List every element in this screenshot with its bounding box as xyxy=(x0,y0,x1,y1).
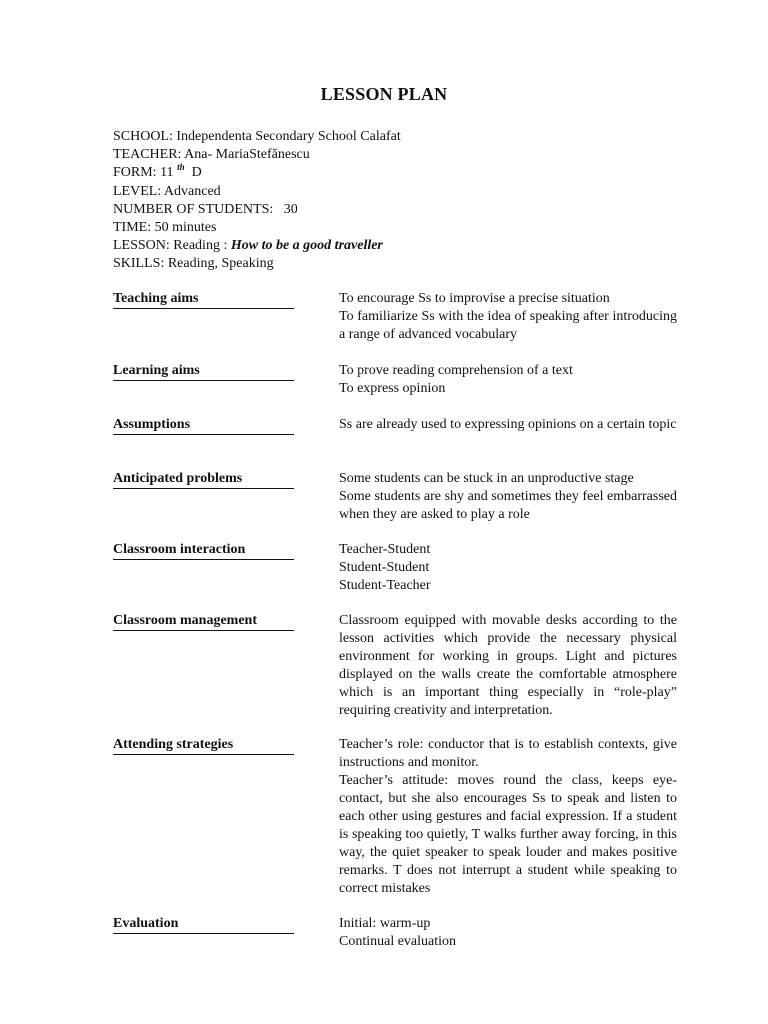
section-content xyxy=(339,612,677,720)
section-content xyxy=(339,416,677,434)
level-line: LEVEL: Advanced xyxy=(113,183,221,199)
section-line: Teacher-Student xyxy=(339,542,431,557)
teacher-line: TEACHER: Ana- MariaStefănescu xyxy=(113,147,310,163)
section-line: Ss are already used to expressing opinions on a certain topic xyxy=(339,417,677,432)
section-line: Some students are shy and sometimes they feel embarrassed when they are asked to play a role xyxy=(339,489,677,522)
students-line: NUMBER OF STUDENTS: 30 xyxy=(113,201,298,217)
form-suffix: D xyxy=(184,165,202,181)
section-line: Teacher’s role: conductor that is to establish contexts, give instructions and monitor. xyxy=(339,737,677,770)
section-line: Student-Student xyxy=(339,560,430,575)
section-line: To prove reading comprehension of a text xyxy=(339,363,573,378)
skills-line: SKILLS: Reading, Speaking xyxy=(113,256,274,272)
section-label: Assumptions xyxy=(113,416,294,435)
section-line: Student-Teacher xyxy=(339,578,431,593)
form-ordinal: th xyxy=(177,162,185,173)
lesson-line xyxy=(113,237,673,255)
section-content xyxy=(339,362,677,398)
section-label: Evaluation xyxy=(113,915,294,934)
section-line: Continual evaluation xyxy=(339,934,457,949)
section-line: Classroom equipped with movable desks according to the lesson activities which provide the necessary physical environment for working in groups. Light and pictures displayed on the walls create the comfortable atmosphere which is an important thing especially in “role-play” requiring creativity and interpretation. xyxy=(339,613,677,718)
lesson-prefix: LESSON: Reading : xyxy=(113,238,231,254)
section-line: To express opinion xyxy=(339,381,446,396)
section-line: Initial: warm-up xyxy=(339,916,431,931)
section-label: Learning aims xyxy=(113,362,294,381)
section-content xyxy=(339,541,677,595)
section-line: Teacher’s attitude: moves round the class, keeps eye-contact, but she also encourages Ss to speak and listen to each other using gestures and facial expression. If a student is speaking too quietly, T walks further away forcing, in this way, the quiet speaker to speak louder and makes positive remarks. T does not interrupt a student while speaking to correct mistakes xyxy=(339,773,677,896)
section-label: Classroom interaction xyxy=(113,541,294,560)
form-prefix: FORM: 11 xyxy=(113,165,178,181)
section-content xyxy=(339,736,677,898)
section-label: Anticipated problems xyxy=(113,470,294,489)
section-label: Attending strategies xyxy=(113,736,294,755)
school-line: SCHOOL: Independenta Secondary School Calafat xyxy=(113,129,401,144)
section-label: Teaching aims xyxy=(113,290,294,309)
section-line: Some students can be stuck in an unproductive stage xyxy=(339,471,634,486)
time-line: TIME: 50 minutes xyxy=(113,220,217,236)
page-title: LESSON PLAN xyxy=(320,84,448,104)
section-content xyxy=(339,915,677,951)
section-label: Classroom management xyxy=(113,612,294,631)
lesson-header xyxy=(113,128,673,274)
form-line xyxy=(113,164,673,182)
section-line: To familiarize Ss with the idea of speaking after introducing a range of advanced vocabulary xyxy=(339,309,677,342)
section-line: To encourage Ss to improvise a precise situation xyxy=(339,291,610,306)
section-content xyxy=(339,290,677,344)
section-content xyxy=(339,470,677,524)
lesson-title: How to be a good traveller xyxy=(230,238,383,254)
